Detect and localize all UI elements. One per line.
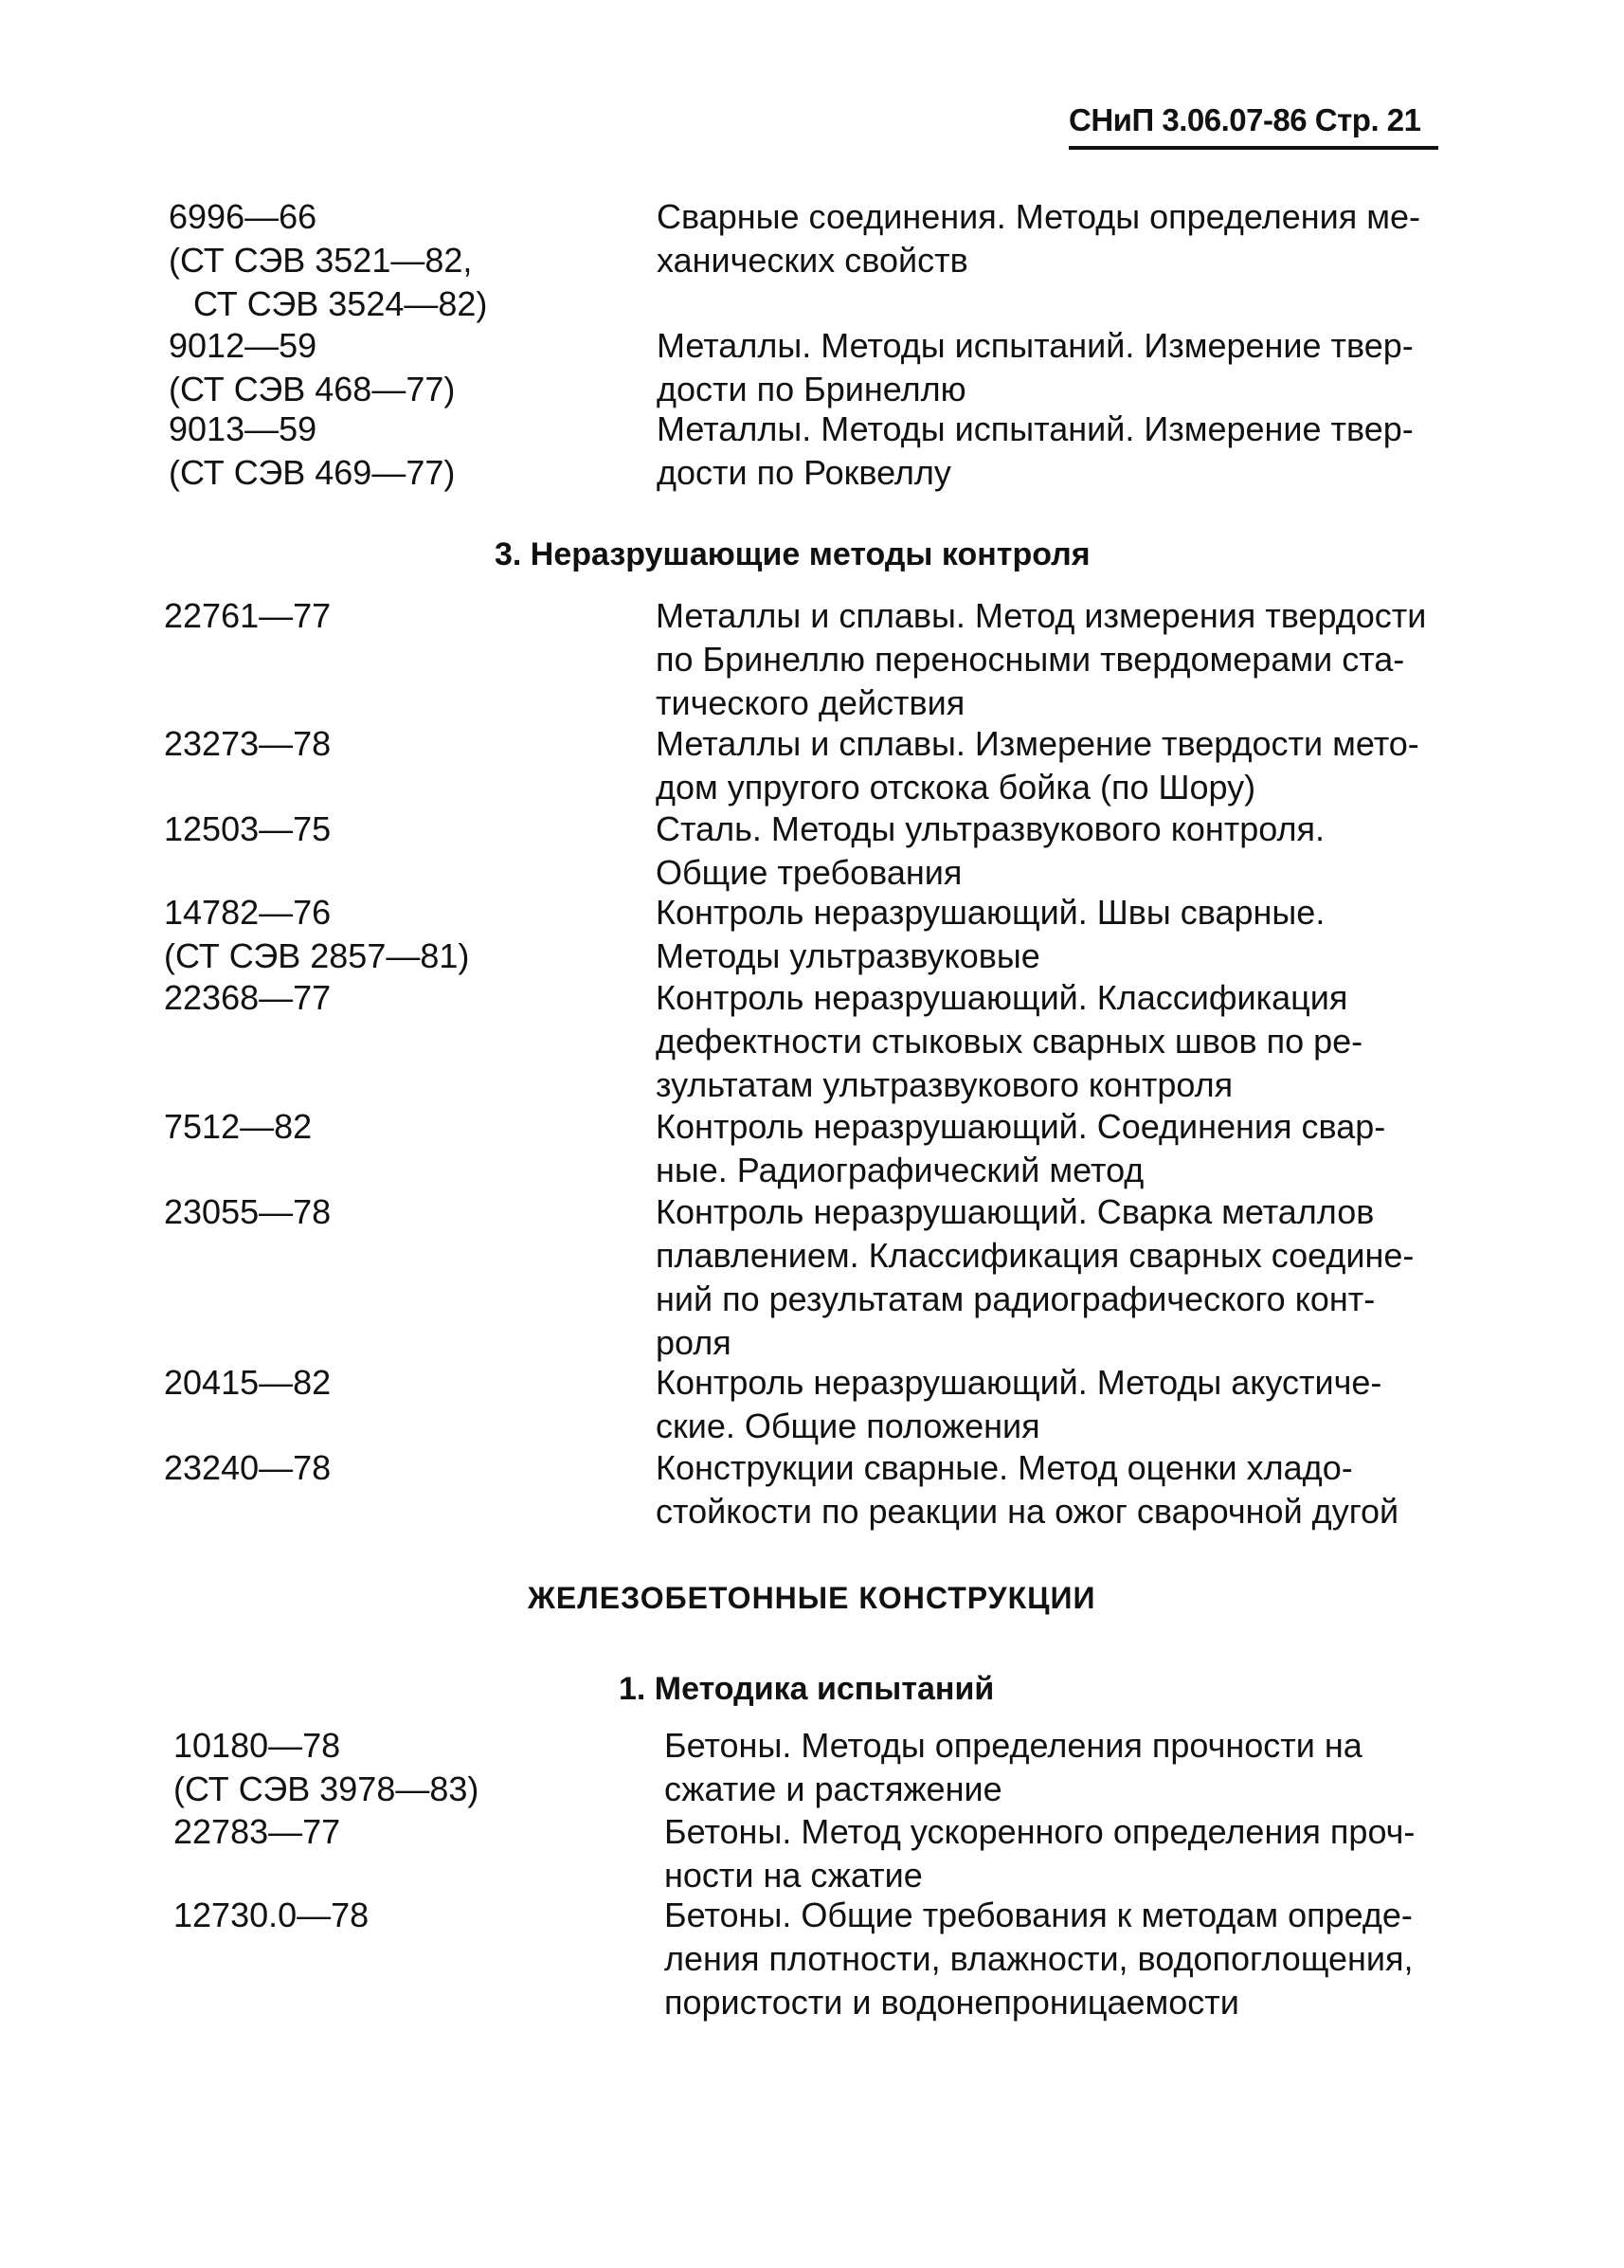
standard-description: [657, 408, 1467, 495]
standard-code: [169, 408, 642, 495]
standard-description-line: Контроль неразрушающий. Сварка металлов: [656, 1192, 1375, 1231]
standard-code: [164, 891, 638, 978]
standard-description-line: Бетоны. Метод ускоренного определения проч-: [664, 1812, 1416, 1851]
standard-description-line: Бетоны. Методы определения прочности на: [664, 1726, 1362, 1765]
standard-code-line: 9013—59: [169, 409, 317, 448]
standard-code-line: (СТ СЭВ 469—77): [169, 453, 456, 492]
standard-code-line: (СТ СЭВ 468—77): [169, 370, 456, 408]
standard-description-line: сжатие и растяжение: [664, 1769, 1002, 1808]
standard-description-line: дом упругого отскока бойка (по Шору): [656, 768, 1256, 807]
standard-code-line: (СТ СЭВ 3521—82,: [169, 241, 473, 280]
standard-code-line: 22761—77: [164, 596, 332, 635]
standard-code-line: (СТ СЭВ 2857—81): [164, 936, 470, 975]
standard-code-line: 22368—77: [164, 978, 332, 1017]
standard-description: [656, 976, 1466, 1107]
standard-code: [164, 1446, 638, 1490]
standard-description-line: дости по Роквеллу: [657, 453, 951, 492]
standard-description-line: Контроль неразрушающий. Соединения свар-: [656, 1107, 1386, 1146]
standard-code: [164, 1361, 638, 1405]
standard-code-line: 23055—78: [164, 1192, 332, 1231]
section-heading-nondestructive: 3. Неразрушающие методы контроля: [495, 536, 1091, 572]
standard-description-line: зультатам ультразвукового контроля: [656, 1065, 1234, 1104]
standard-description-line: Бетоны. Общие требования к методам опреде-: [664, 1896, 1413, 1934]
standard-code-line: 23240—78: [164, 1448, 332, 1487]
standard-description-line: Общие требования: [656, 853, 963, 892]
standard-code-line: 12730.0—78: [173, 1896, 370, 1934]
standard-description: [656, 1105, 1466, 1192]
standard-description-line: Методы ультразвуковые: [656, 936, 1040, 975]
standard-description-line: ности на сжатие: [664, 1856, 923, 1895]
standard-code-line: 10180—78: [173, 1726, 341, 1765]
standard-code-line: 14782—76: [164, 893, 332, 932]
standard-description-line: дости по Бринеллю: [657, 370, 966, 408]
standard-description-line: Металлы. Методы испытаний. Измерение твер-: [657, 326, 1414, 365]
standard-code-line: 12503—75: [164, 809, 332, 848]
standard-code: [164, 1190, 638, 1234]
standard-description-line: Контроль неразрушающий. Методы акустиче-: [656, 1363, 1382, 1402]
page-header: СНиП 3.06.07-86 Стр. 21: [1069, 102, 1438, 150]
standard-code: [173, 1894, 647, 1937]
standard-code-line: 6996—66: [169, 197, 317, 236]
standard-code-line: 7512—82: [164, 1107, 313, 1146]
standard-description-line: по Бринеллю переносными твердомерами ста-: [656, 640, 1405, 679]
standard-description: [657, 195, 1467, 282]
standard-description-line: Металлы и сплавы. Метод измерения твердости: [656, 596, 1427, 635]
standard-description-line: ские. Общие положения: [656, 1406, 1040, 1445]
standard-description-line: Металлы и сплавы. Измерение твердости мето-: [656, 724, 1419, 763]
standard-description-line: роля: [656, 1323, 731, 1362]
standard-code: [173, 1810, 647, 1854]
standard-description: [664, 1894, 1474, 2024]
section-heading-test-methods: 1. Методика испытаний: [619, 1671, 995, 1707]
standard-description-line: Сталь. Методы ультразвукового контроля.: [656, 809, 1325, 848]
standard-description: [656, 891, 1466, 978]
standard-code: [169, 195, 642, 326]
standard-code: [164, 807, 638, 851]
standard-description-line: ные. Радиографический метод: [656, 1151, 1145, 1189]
standard-description-line: пористости и водонепроницаемости: [664, 1983, 1239, 2022]
standard-code-line: 23273—78: [164, 724, 332, 763]
standard-code: [164, 1105, 638, 1149]
standard-code-line: (СТ СЭВ 3978—83): [173, 1769, 479, 1808]
standard-description-line: Сварные соединения. Методы определения ме-: [657, 197, 1420, 236]
standard-description-line: Металлы. Методы испытаний. Измерение твер-: [657, 409, 1414, 448]
standard-code: [164, 594, 638, 638]
standard-description: [656, 1361, 1466, 1448]
standard-description: [656, 1190, 1466, 1365]
standard-description-line: Контроль неразрушающий. Классификация: [656, 978, 1348, 1017]
standard-description: [656, 1446, 1466, 1533]
standard-description-line: плавлением. Классификация сварных соедине-: [656, 1236, 1415, 1275]
standard-code-line: 9012—59: [169, 326, 317, 365]
standard-description: [656, 594, 1466, 725]
standard-description: [664, 1724, 1474, 1811]
standard-code: [169, 324, 642, 411]
standard-description-line: тического действия: [656, 683, 965, 722]
standard-description-line: ханических свойств: [657, 241, 968, 280]
standard-code: [164, 722, 638, 766]
standard-code: [164, 976, 638, 1020]
standard-description: [664, 1810, 1474, 1897]
standard-description-line: дефектности стыковых сварных швов по ре-: [656, 1022, 1363, 1061]
standard-code-line: 22783—77: [173, 1812, 341, 1851]
standard-description-line: Конструкции сварные. Метод оценки хладо-: [656, 1448, 1353, 1487]
standard-description: [657, 324, 1467, 411]
standard-description-line: Контроль неразрушающий. Швы сварные.: [656, 893, 1326, 932]
standard-code: [173, 1724, 647, 1811]
standard-code-line: 20415—82: [164, 1363, 332, 1402]
standard-description-line: стойкости по реакции на ожог сварочной дугой: [656, 1492, 1399, 1531]
standard-code-line: СТ СЭВ 3524—82): [193, 284, 488, 323]
standard-description: [656, 807, 1466, 895]
standard-description: [656, 722, 1466, 809]
standard-description-line: ления плотности, влажности, водопоглощения,: [664, 1939, 1414, 1978]
chapter-heading-reinforced-concrete: ЖЕЛЕЗОБЕТОННЫЕ КОНСТРУКЦИИ: [528, 1581, 1096, 1615]
standard-description-line: ний по результатам радиографического конт-: [656, 1279, 1376, 1318]
